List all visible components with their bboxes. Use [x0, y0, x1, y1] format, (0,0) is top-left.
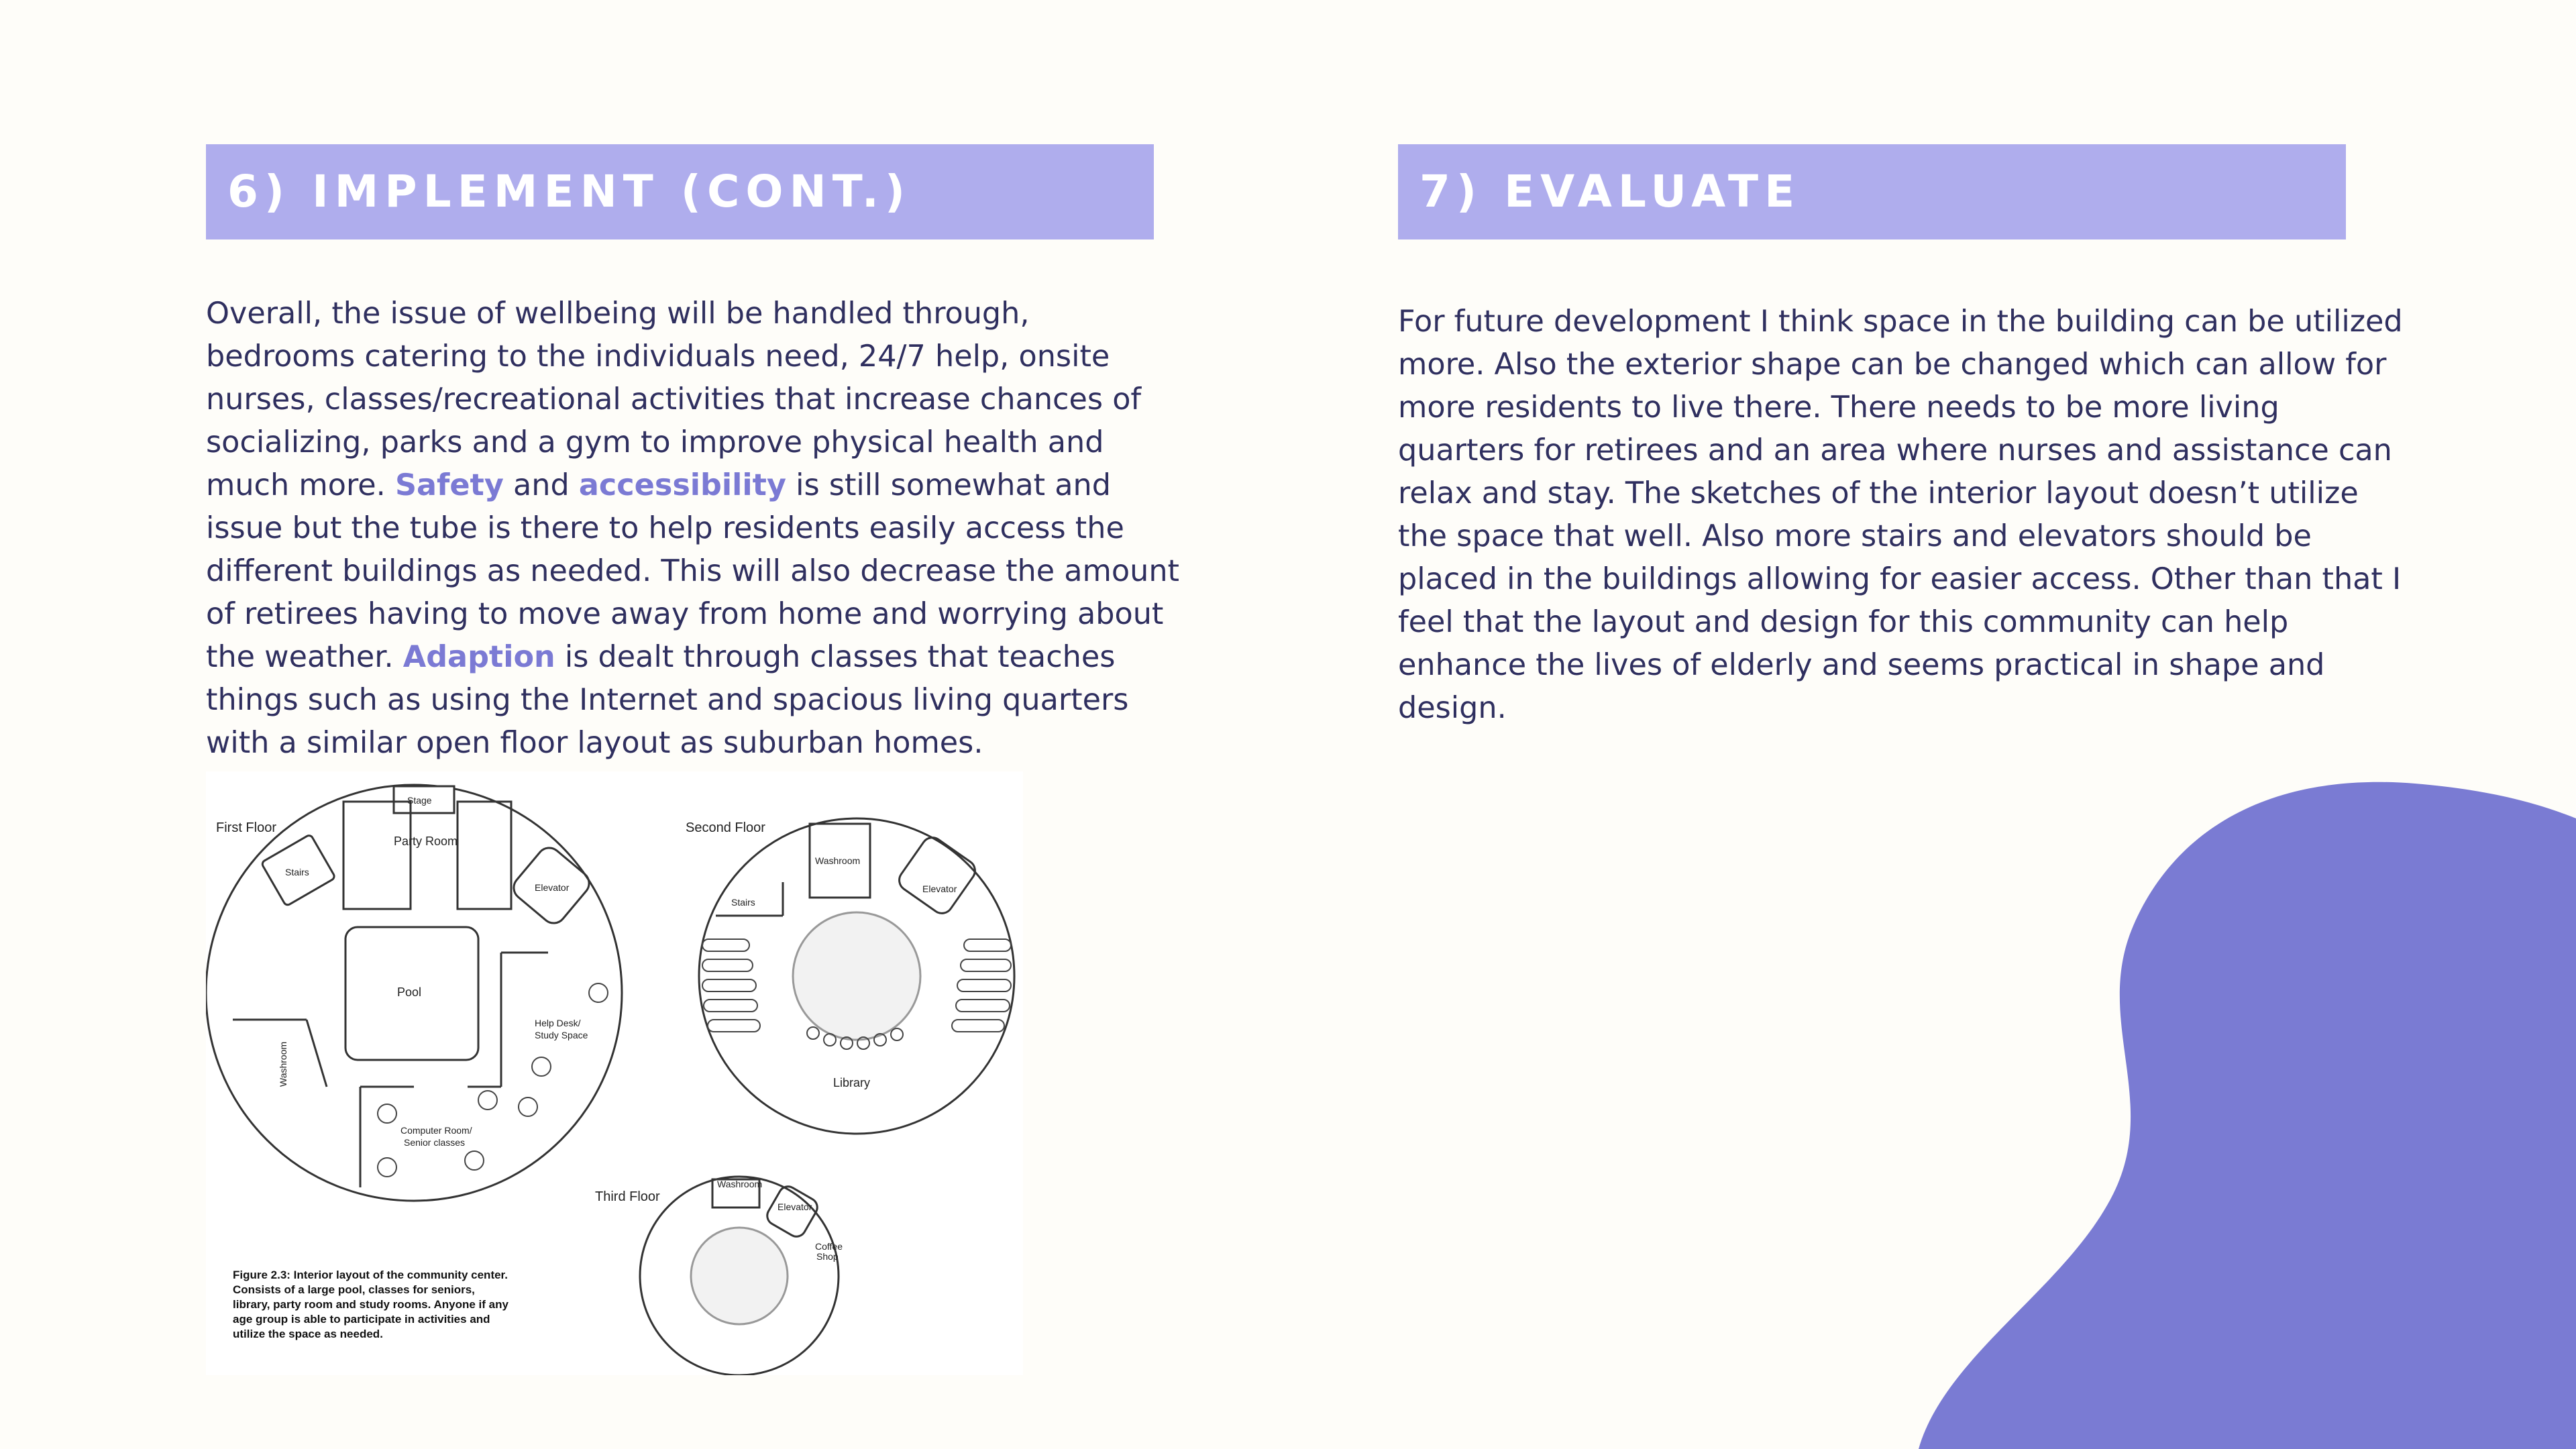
- figure-caption: Figure 2.3: Interior layout of the community center. Consists of a large pool, classes for seniors, library, party room and study rooms. Anyone if any age group is able to participate in activities and utilize the space as needed.: [233, 1269, 508, 1340]
- floor-plan-figure: [206, 771, 1023, 1375]
- evaluate-paragraph: For future development I think space in the building can be utilized more. Also the exterior shape can be changed which can allow for more residents to live there. There needs to be more living quarters for retirees and an area where nurses and assistance can relax and stay. The sketches of the interior layout doesn’t utilize the space that well. Also more stairs and elevators should be placed in the buildings allowing for easier access. Other than that I feel that the layout and design for this community can help enhance the lives of elderly and seems practical in shape and design.: [1398, 305, 2403, 725]
- label-shop: Shop: [816, 1251, 839, 1262]
- label-library: Library: [833, 1076, 871, 1089]
- label-study-space: Study Space: [535, 1030, 588, 1040]
- implement-text-1: Overall, the issue of wellbeing will be handled through, bedrooms catering to the individuals need, 24/7 help, onsite nurses, classes/recreational activities that increase chances of socializing, parks and a gym to improve physical health and much more.: [206, 297, 1142, 502]
- label-stairs-2: Stairs: [731, 897, 755, 908]
- label-elevator-2: Elevator: [922, 883, 957, 894]
- label-elevator-3: Elevator: [777, 1201, 812, 1212]
- label-washroom-1: Washroom: [278, 1041, 288, 1087]
- label-first-floor: First Floor: [216, 820, 276, 835]
- keyword-adaption: Adaption: [402, 640, 555, 674]
- keyword-safety: Safety: [394, 468, 504, 502]
- evaluate-header: [1398, 144, 2346, 239]
- label-elevator-1: Elevator: [535, 882, 570, 893]
- implement-text-4: is dealt through classes that teaches things such as using the Internet and spacious living quarters with a similar open floor layout as suburban homes.: [206, 640, 1129, 760]
- label-coffee: Coffee: [815, 1241, 843, 1252]
- keyword-accessibility: accessibility: [578, 468, 786, 502]
- implement-text-2: and: [503, 468, 579, 502]
- implement-title: 6) IMPLEMENT (CONT.): [227, 166, 911, 217]
- label-washroom-2: Washroom: [815, 855, 861, 866]
- label-third-floor: Third Floor: [595, 1189, 660, 1204]
- implement-paragraph: [206, 292, 1185, 765]
- evaluate-title: 7) EVALUATE: [1419, 166, 1801, 217]
- label-stage: Stage: [407, 795, 432, 806]
- label-party-room: Party Room: [394, 835, 458, 848]
- label-second-floor: Second Floor: [686, 820, 765, 835]
- label-help-desk: Help Desk/: [535, 1018, 581, 1028]
- label-washroom-3: Washroom: [717, 1179, 763, 1189]
- implement-header: [206, 144, 1154, 239]
- label-stairs-1: Stairs: [285, 867, 309, 877]
- decorative-blob: [1919, 778, 2576, 1449]
- label-computer-room: Computer Room/: [400, 1125, 472, 1136]
- label-senior-classes: Senior classes: [404, 1137, 466, 1148]
- implement-text-3: is still somewhat and issue but the tube is there to help residents easily access the different buildings as needed. This will also decrease the amount of retirees having to move away from home and worrying about the weather.: [206, 468, 1179, 674]
- label-pool: Pool: [397, 985, 422, 999]
